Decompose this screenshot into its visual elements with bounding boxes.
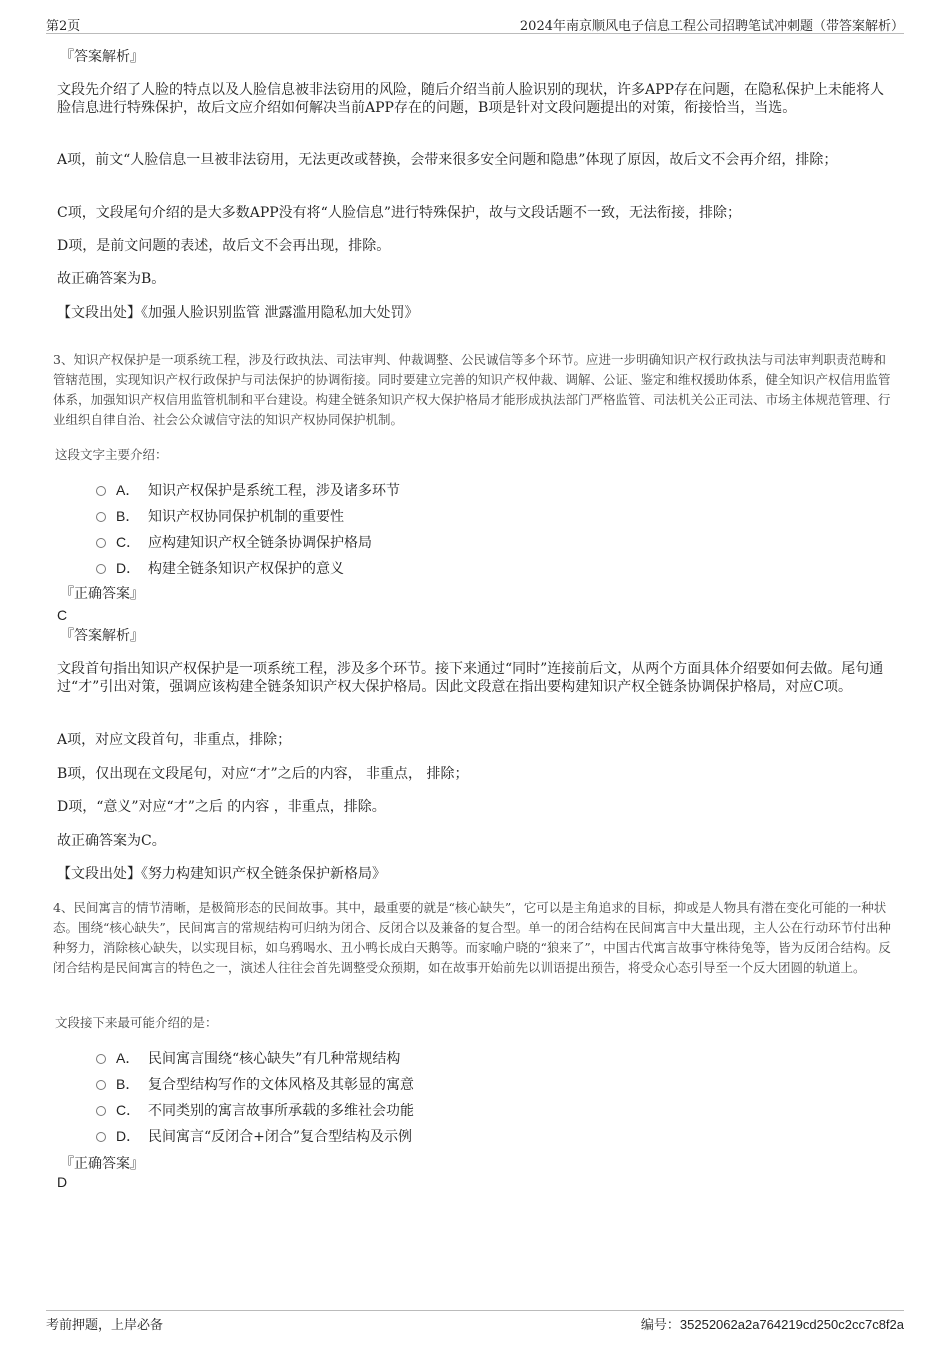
q3-answer: C xyxy=(57,607,68,623)
q2-explanation-p4: D项，是前文问题的表述，故后文不会再出现，排除。 xyxy=(57,238,391,254)
option-letter: D． xyxy=(116,1128,141,1144)
option-letter: C． xyxy=(116,1102,141,1118)
q3-source: 【文段出处】《努力构建知识产权全链条保护新格局》 xyxy=(57,866,386,882)
option-text: 民间寓言“反闭合+闭合”复合型结构及示例 xyxy=(148,1129,413,1145)
option-text: 知识产权协同保护机制的重要性 xyxy=(148,509,344,525)
option-letter: B． xyxy=(116,508,140,524)
option-text: 构建全链条知识产权保护的意义 xyxy=(148,561,344,577)
q4-option-a[interactable] xyxy=(96,1049,400,1068)
page-footer xyxy=(46,1310,904,1333)
radio-icon[interactable] xyxy=(96,1054,106,1064)
q3-explanation-p4: D项，“意义”对应“才”之后 的内容 ，非重点，排除。 xyxy=(57,799,386,815)
radio-icon[interactable] xyxy=(96,1080,106,1090)
radio-icon[interactable] xyxy=(96,486,106,496)
q3-option-d[interactable] xyxy=(96,559,344,578)
option-letter: A． xyxy=(116,1050,140,1066)
q4-question-text: 4、民间寓言的情节清晰，是极简形态的民间故事。其中，最重要的就是“核心缺失”，它可以是主角追求的目标，抑或是人物具有潜在变化可能的一种状态。围绕“核心缺失”，民间寓言的常规结构可归纳为闭合、反闭合以及兼备的复合型。单一的闭合结构在民间寓言中大量出现，主人公在行动环节付出种种努力，消除核心缺失，以实现目标，如乌鸦喝水、丑小鸭长成白天鹅等。而家喻户晓的“狼来了”，中国古代寓言故事守株待兔等，皆为反闭合结构。反闭合结构是民间寓言的特色之一，演述人往往会首先调整受众预期，如在故事开始前先以训语提出预告，将受众心态引导至一个反大团圆的轨道上。 xyxy=(53,900,891,975)
radio-icon[interactable] xyxy=(96,1106,106,1116)
q2-explanation-p2: A项，前文“人脸信息一旦被非法窃用，无法更改或替换，会带来很多安全问题和隐患”体现了原因，故后文不会再介绍，排除； xyxy=(57,152,838,168)
q2-explanation-p3: C项，文段尾句介绍的是大多数APP没有将“人脸信息”进行特殊保护，故与文段话题不一致，无法衔接，排除； xyxy=(57,205,741,221)
document-id-value: 35252062a2a764219cd250c2cc7c8f2a xyxy=(679,1317,904,1332)
q3-explanation-p3: B项，仅出现在文段尾句，对应“才”之后的内容， 非重点， 排除； xyxy=(57,766,469,782)
page-header xyxy=(46,13,904,34)
document-title: 2024年南京顺风电子信息工程公司招聘笔试冲刺题（带答案解析） xyxy=(519,19,904,34)
q4-option-b[interactable] xyxy=(96,1075,414,1094)
correct-answer-label: 『正确答案』 xyxy=(60,1156,144,1172)
q3-explanation-p2: A项，对应文段首句，非重点，排除； xyxy=(57,732,292,748)
q3-prompt: 这段文字主要介绍： xyxy=(55,447,168,462)
radio-icon[interactable] xyxy=(96,512,106,522)
radio-icon[interactable] xyxy=(96,1132,106,1142)
q4-prompt: 文段接下来最可能介绍的是： xyxy=(55,1015,218,1030)
q3-conclusion: 故正确答案为C。 xyxy=(57,833,166,849)
option-letter: D． xyxy=(116,560,141,576)
option-letter: B． xyxy=(116,1076,140,1092)
analysis-label: 『答案解析』 xyxy=(60,628,144,644)
radio-icon[interactable] xyxy=(96,538,106,548)
option-letter: A． xyxy=(116,482,140,498)
q4-option-c[interactable] xyxy=(96,1101,414,1120)
option-text: 不同类别的寓言故事所承载的多维社会功能 xyxy=(148,1103,414,1119)
q3-question-text: 3、知识产权保护是一项系统工程，涉及行政执法、司法审判、仲裁调整、公民诚信等多个环节。应进一步明确知识产权行政执法与司法审判职责范畴和管辖范围，实现知识产权行政保护与司法保护的协调衔接。同时要建立完善的知识产权仲裁、调解、公证、鉴定和维权援助体系，健全知识产权信用监管体系，加强知识产权信用监管机制和平台建设。构建全链条知识产权大保护格局才能形成执法部门严格监管、司法机关公正司法、市场主体规范管理、行业组织自律自治、社会公众诚信守法的知识产权协同保护机制。 xyxy=(53,352,891,427)
footer-slogan: 考前押题，上岸必备 xyxy=(46,1318,164,1333)
page-number: 第2页 xyxy=(46,19,81,34)
q3-option-a[interactable] xyxy=(96,481,400,500)
option-text: 知识产权保护是系统工程，涉及诸多环节 xyxy=(148,483,400,499)
option-text: 民间寓言围绕“核心缺失”有几种常规结构 xyxy=(148,1051,401,1067)
q2-source: 【文段出处】《加强人脸识别监管 泄露滥用隐私加大处罚》 xyxy=(57,305,419,321)
q2-conclusion: 故正确答案为B。 xyxy=(57,271,166,287)
document-id xyxy=(641,1314,904,1333)
document-id-label: 编号： xyxy=(640,1318,680,1333)
option-text: 复合型结构写作的文体风格及其彰显的寓意 xyxy=(148,1077,414,1093)
q3-explanation-p1: 文段首句指出知识产权保护是一项系统工程，涉及多个环节。接下来通过“同时”连接前后文，从两个方面具体介绍要如何去做。尾句通过“才”引出对策，强调应该构建全链条知识产权大保护格局。因此文段意在指出要构建知识产权全链条协调保护格局，对应C项。 xyxy=(57,661,884,695)
q3-option-b[interactable] xyxy=(96,507,344,526)
q2-explanation-p1: 文段先介绍了人脸的特点以及人脸信息被非法窃用的风险，随后介绍当前人脸识别的现状，许多APP存在问题，在隐私保护上未能将人脸信息进行特殊保护，故后文应介绍如何解决当前APP存在的问题，B项是针对文段问题提出的对策，衔接恰当，当选。 xyxy=(57,82,884,116)
option-text: 应构建知识产权全链条协调保护格局 xyxy=(148,535,372,551)
analysis-label: 『答案解析』 xyxy=(60,49,144,65)
correct-answer-label: 『正确答案』 xyxy=(60,586,144,602)
q4-option-d[interactable] xyxy=(96,1127,412,1146)
option-letter: C． xyxy=(116,534,141,550)
q4-answer: D xyxy=(57,1174,68,1190)
q3-option-c[interactable] xyxy=(96,533,372,552)
radio-icon[interactable] xyxy=(96,564,106,574)
